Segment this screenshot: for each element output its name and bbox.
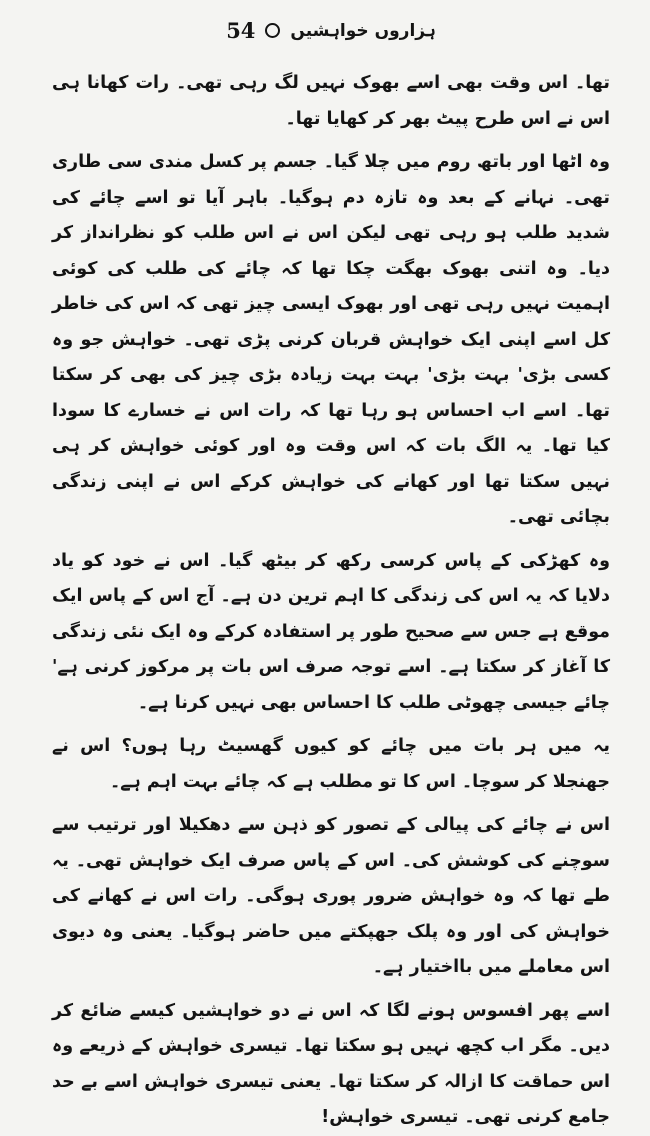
paragraph: وہ کھڑکی کے پاس کرسی رکھ کر بیٹھ گیا۔ اس نے خود کو یاد دلایا کہ یہ اس کی زندگی کا اہم ترین دن ہے۔ آج اس کے پاس ایک موقع ہے جس سے صحیح طور پر استفادہ کرکے وہ ایک نئی زندگی کا آغاز کر سکتا ہے۔ اسے توجہ صرف اس بات پر مرکوز کرنی ہے' چائے جیسی چھوٹی طلب کا احساس بھی نہیں کرنا ہے۔ xyxy=(52,550,610,713)
paragraph: وہ اٹھا اور باتھ روم میں چلا گیا۔ جسم پر کسل مندی سی طاری تھی۔ نہانے کے بعد وہ تازہ دم ہوگیا۔ باہر آیا تو اسے چائے کی شدید طلب ہو رہی تھی لیکن اس نے اس طلب کو نظرانداز کر دیا۔ وہ اتنی بھوک بھگت چکا تھا کہ چائے کی طلب کی کوئی اہمیت نہیں رہی تھی اور بھوک ایسی چیز تھی کہ اس کی خاطر کل اسے اپنی ایک خواہش قربان کرنی پڑی تھی۔ خواہش جو وہ کسی بڑی' بہت بڑی' بہت بہت زیادہ بڑی چیز کی بھی کر سکتا تھا۔ اسے اب احساس ہو رہا تھا کہ رات اس نے خسارے کا سودا کیا تھا۔ یہ الگ بات کہ اس وقت وہ اور کوئی خواہش کر ہی نہیں سکتا تھا اور کھانے کی خواہش کرکے اس نے اپنی زندگی بچائی تھی۔ xyxy=(52,152,610,527)
paragraph: یہ میں ہر بات میں چائے کو کیوں گھسیٹ رہا ہوں؟ اس نے جھنجلا کر سوچا۔ اس کا تو مطلب ہے کہ چائے بہت اہم ہے۔ xyxy=(52,736,610,792)
page-number: 54 xyxy=(226,17,256,43)
running-header xyxy=(52,12,610,48)
circle-ornament-icon xyxy=(265,23,280,38)
body-text xyxy=(52,66,610,1136)
paragraph: اس نے چائے کی پیالی کے تصور کو ذہن سے دھکیلا اور ترتیب سے سوچنے کی کوشش کی۔ اس کے پاس صرف ایک خواہش تھی۔ یہ طے تھا کہ وہ خواہش ضرور پوری ہوگی۔ رات اس نے کھانے کی خواہش کی اور وہ پلک جھپکتے میں حاضر ہوگیا۔ یعنی وہ دیوی اس معاملے میں بااختیار ہے۔ xyxy=(52,815,610,977)
book-title: ہزاروں خواہشیں xyxy=(290,20,436,41)
paragraph: تھا۔ اس وقت بھی اسے بھوک نہیں لگ رہی تھی۔ رات کھانا ہی اس نے اس طرح پیٹ بھر کر کھایا تھا۔ xyxy=(52,73,610,129)
paragraph: اسے پھر افسوس ہونے لگا کہ اس نے دو خواہشیں کیسے ضائع کر دیں۔ مگر اب کچھ نہیں ہو سکتا تھا۔ تیسری خواہش کے ذریعے وہ اس حماقت کا ازالہ کر سکتا تھا۔ یعنی تیسری خواہش اسے بے حد جامع کرنی تھی۔ تیسری خواہش! xyxy=(52,1000,610,1127)
